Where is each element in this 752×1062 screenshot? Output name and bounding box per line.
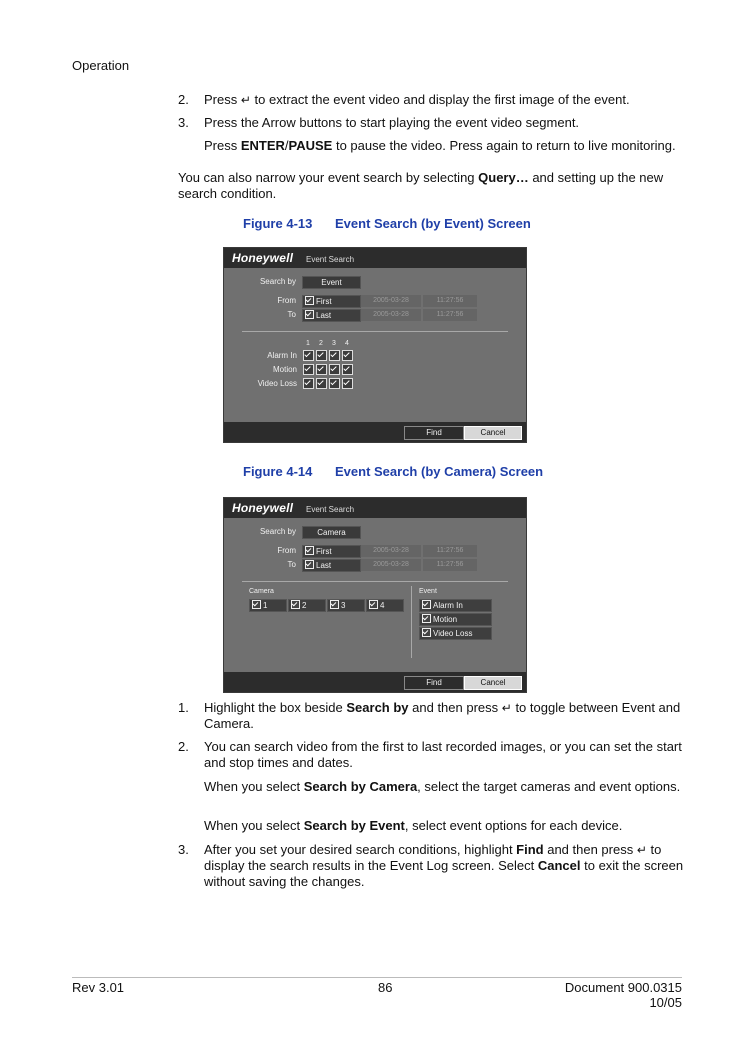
step-number: 3. bbox=[178, 842, 189, 857]
event-alarm-in-checkbox[interactable]: Alarm In bbox=[419, 599, 492, 612]
to-time: 11:27:56 bbox=[423, 559, 477, 571]
cancel-button[interactable]: Cancel bbox=[464, 426, 522, 440]
step-number: 2. bbox=[178, 92, 189, 107]
from-time: 11:27:56 bbox=[423, 295, 477, 307]
column-2: 2 bbox=[319, 340, 323, 347]
footer-document bbox=[520, 980, 682, 1010]
search-by-select[interactable]: Camera bbox=[302, 526, 361, 539]
check-icon bbox=[369, 600, 378, 609]
camera-4-checkbox[interactable]: 4 bbox=[366, 599, 404, 612]
from-date: 2005-03-28 bbox=[361, 295, 421, 307]
video-loss-2-checkbox[interactable] bbox=[316, 378, 327, 389]
step-3-note: Press ENTER/PAUSE to pause the video. Press again to return to live monitoring. bbox=[204, 138, 676, 153]
footer-divider bbox=[72, 977, 682, 978]
camera-2-checkbox[interactable]: 2 bbox=[288, 599, 326, 612]
find-button[interactable]: Find bbox=[404, 676, 464, 690]
from-time: 11:27:56 bbox=[423, 545, 477, 557]
to-label: To bbox=[287, 560, 296, 569]
column-3: 3 bbox=[332, 340, 336, 347]
intro-paragraph: You can also narrow your event search by selecting Query… and setting up the new search condition. bbox=[178, 170, 664, 201]
check-icon bbox=[422, 600, 431, 609]
alarm-in-1-checkbox[interactable] bbox=[303, 350, 314, 361]
honeywell-logo: Honeywell bbox=[232, 251, 294, 265]
camera-3-checkbox[interactable]: 3 bbox=[327, 599, 365, 612]
footer-page-number: 86 bbox=[378, 980, 393, 995]
motion-3-checkbox[interactable] bbox=[329, 364, 340, 375]
figure-caption-4-13: Figure 4-13 Event Search (by Event) Screen bbox=[243, 216, 531, 231]
check-icon bbox=[330, 600, 339, 609]
find-button[interactable]: Find bbox=[404, 426, 464, 440]
document-number: Document 900.0315 bbox=[564, 980, 682, 995]
enter-icon: ↵ bbox=[636, 843, 647, 857]
check-icon bbox=[305, 560, 314, 569]
search-by-label: Search by bbox=[259, 277, 296, 286]
note-search-by-event: When you select Search by Event, select event options for each device. bbox=[204, 818, 623, 833]
first-checkbox[interactable]: First bbox=[302, 295, 361, 308]
motion-1-checkbox[interactable] bbox=[303, 364, 314, 375]
from-label: From bbox=[277, 546, 296, 555]
footer-revision: Rev 3.01 bbox=[72, 980, 125, 995]
step-number: 1. bbox=[178, 700, 189, 715]
from-label: From bbox=[277, 296, 296, 305]
alarm-in-4-checkbox[interactable] bbox=[342, 350, 353, 361]
event-search-by-camera-screen bbox=[223, 497, 527, 693]
search-by-label: Search by bbox=[259, 527, 296, 536]
to-time: 11:27:56 bbox=[423, 309, 477, 321]
honeywell-logo: Honeywell bbox=[232, 501, 294, 515]
event-section-label: Event bbox=[419, 588, 437, 595]
divider bbox=[242, 331, 508, 332]
check-icon bbox=[291, 600, 300, 609]
to-date: 2005-03-28 bbox=[361, 309, 421, 321]
step-text: Highlight the box beside Search by and then press ↵ to toggle between Event and Camera. bbox=[204, 700, 681, 731]
event-search-by-event-screen bbox=[223, 247, 527, 443]
enter-icon: ↵ bbox=[501, 701, 512, 715]
check-icon bbox=[305, 296, 314, 305]
step-number: 2. bbox=[178, 739, 189, 754]
video-loss-4-checkbox[interactable] bbox=[342, 378, 353, 389]
check-icon bbox=[422, 628, 431, 637]
first-checkbox[interactable]: First bbox=[302, 545, 361, 558]
camera-1-checkbox[interactable]: 1 bbox=[249, 599, 287, 612]
last-checkbox[interactable]: Last bbox=[302, 559, 361, 572]
camera-section-label: Camera bbox=[249, 588, 274, 595]
row-video-loss: Video Loss bbox=[257, 379, 297, 388]
note-search-by-camera: When you select Search by Camera, select the target cameras and event options. bbox=[204, 779, 681, 794]
document-date: 10/05 bbox=[649, 995, 682, 1010]
event-video-loss-checkbox[interactable]: Video Loss bbox=[419, 627, 492, 640]
check-icon bbox=[305, 310, 314, 319]
motion-2-checkbox[interactable] bbox=[316, 364, 327, 375]
alarm-in-2-checkbox[interactable] bbox=[316, 350, 327, 361]
last-checkbox[interactable]: Last bbox=[302, 309, 361, 322]
check-icon bbox=[252, 600, 261, 609]
alarm-in-3-checkbox[interactable] bbox=[329, 350, 340, 361]
screen-title: Event Search bbox=[306, 505, 355, 514]
step-text: You can search video from the first to last recorded images, or you can set the start and stop times and dates. bbox=[204, 739, 682, 770]
to-date: 2005-03-28 bbox=[361, 559, 421, 571]
video-loss-3-checkbox[interactable] bbox=[329, 378, 340, 389]
search-by-select[interactable]: Event bbox=[302, 276, 361, 289]
section-title: Operation bbox=[72, 58, 130, 73]
check-icon bbox=[422, 614, 431, 623]
column-4: 4 bbox=[345, 340, 349, 347]
figure-caption-4-14: Figure 4-14 Event Search (by Camera) Screen bbox=[243, 464, 544, 479]
vertical-divider bbox=[411, 586, 412, 658]
video-loss-1-checkbox[interactable] bbox=[303, 378, 314, 389]
step-text: After you set your desired search conditions, highlight Find and then press ↵ to display the search results in the Event Log screen. Select Cancel to exit the screen without saving the changes. bbox=[204, 842, 684, 889]
divider bbox=[242, 581, 508, 582]
event-motion-checkbox[interactable]: Motion bbox=[419, 613, 492, 626]
enter-icon: ↵ bbox=[240, 93, 251, 107]
screen-title: Event Search bbox=[306, 255, 355, 264]
motion-4-checkbox[interactable] bbox=[342, 364, 353, 375]
step-number: 3. bbox=[178, 115, 189, 130]
row-alarm-in: Alarm In bbox=[267, 351, 297, 360]
row-motion: Motion bbox=[272, 365, 297, 374]
column-1: 1 bbox=[306, 340, 310, 347]
check-icon bbox=[305, 546, 314, 555]
step-text: Press ↵ to extract the event video and display the first image of the event. bbox=[204, 92, 630, 107]
step-text: Press the Arrow buttons to start playing the event video segment. bbox=[204, 115, 580, 130]
to-label: To bbox=[287, 310, 296, 319]
from-date: 2005-03-28 bbox=[361, 545, 421, 557]
cancel-button[interactable]: Cancel bbox=[464, 676, 522, 690]
